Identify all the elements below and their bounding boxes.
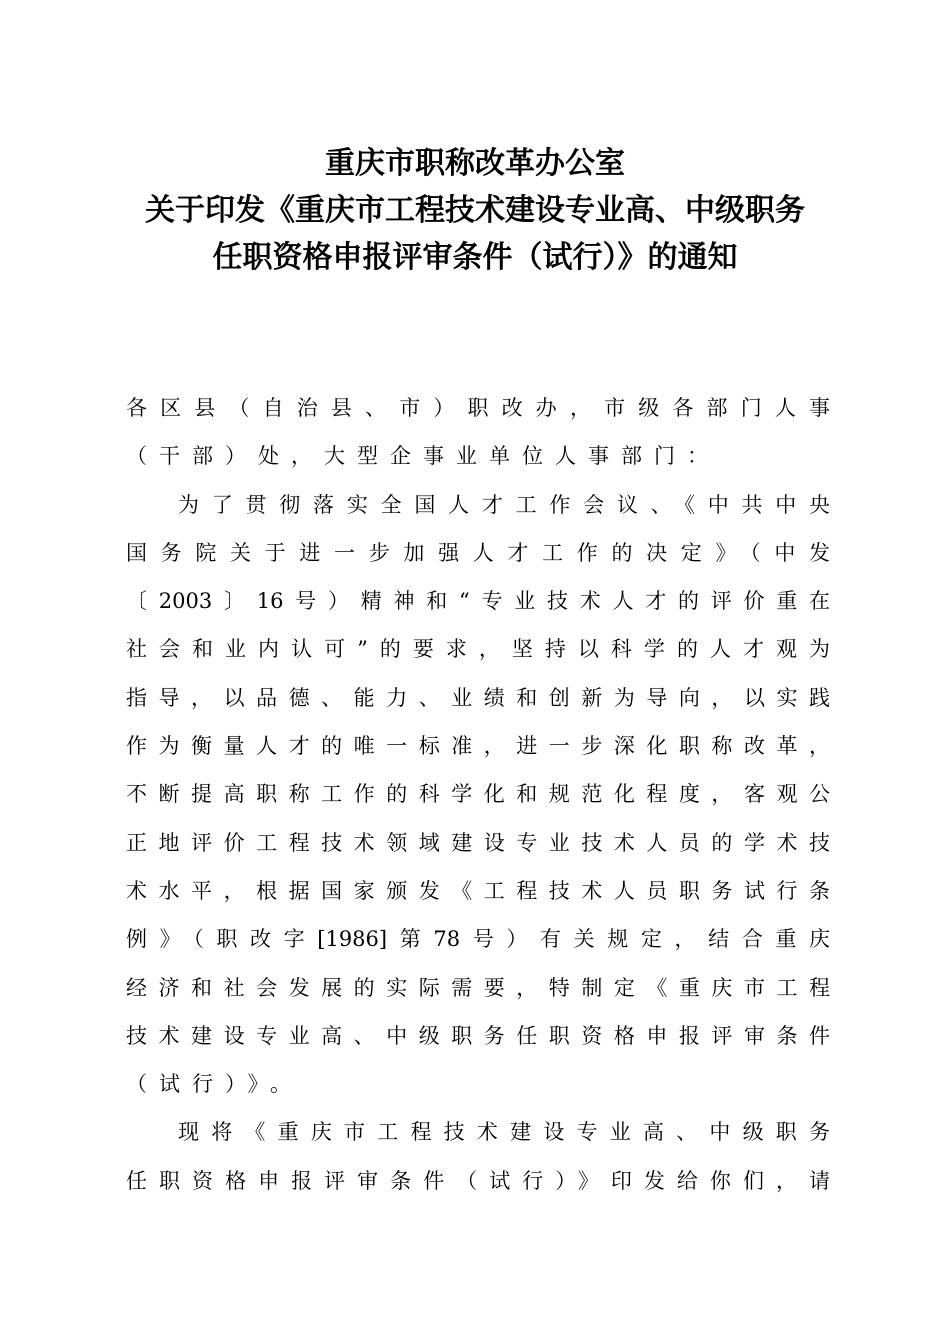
- document-body: [126, 384, 830, 1205]
- paragraph1-line-7: 不断提高职称工作的科学化和规范化程度，客观公: [126, 782, 830, 807]
- paragraph1-line-13: （试行）》。: [126, 1072, 303, 1097]
- addressee-line-1: 各区县（自治县、市）职改办，市级各部门人事: [126, 396, 830, 420]
- paragraph1-line-4: 社会和业内认可”的要求，坚持以科学的人才观为: [126, 637, 830, 662]
- paragraph1-line-2: 国务院关于进一步加强人才工作的决定》（中发: [126, 540, 830, 565]
- title-line-2: 关于印发《重庆市工程技术建设专业高、中级职务: [145, 193, 805, 228]
- document-title: [100, 140, 850, 281]
- paragraph1-line-11: 经济和社会发展的实际需要，特制定《重庆市工程: [126, 975, 830, 1000]
- paragraph2-line-1: 现将《重庆市工程技术建设专业高、中级职务: [178, 1120, 830, 1145]
- paragraph1-line-12: 技术建设专业高、中级职务任职资格申报评审条件: [126, 1023, 830, 1048]
- paragraph1-line-8: 正地评价工程技术领域建设专业技术人员的学术技: [126, 830, 830, 855]
- addressee-line-2: （干部）处，大型企事业单位人事部门：: [126, 444, 720, 469]
- paragraph1-line-5: 指导，以品德、能力、业绩和创新为导向，以实践: [126, 685, 830, 710]
- paragraph1-line-6: 作为衡量人才的唯一标准，进一步深化职称改革，: [126, 734, 830, 759]
- paragraph1-line-3: 〔2003〕16号）精神和“专业技术人才的评价重在: [126, 589, 830, 614]
- paragraph1-line-9: 术水平，根据国家颁发《工程技术人员职务试行条: [126, 878, 830, 903]
- paragraph2-line-2: 任职资格申报评审条件（试行）》印发给你们，请: [126, 1168, 830, 1193]
- paragraph1-line-10: 例》（职改字[1986]第78号）有关规定，结合重庆: [126, 927, 830, 952]
- paragraph1-line-1: 为了贯彻落实全国人才工作会议、《中共中央: [178, 492, 830, 517]
- title-line-1: 重庆市职称改革办公室: [325, 146, 625, 181]
- title-line-3: 任职资格申报评审条件（试行）》的通知: [212, 240, 738, 275]
